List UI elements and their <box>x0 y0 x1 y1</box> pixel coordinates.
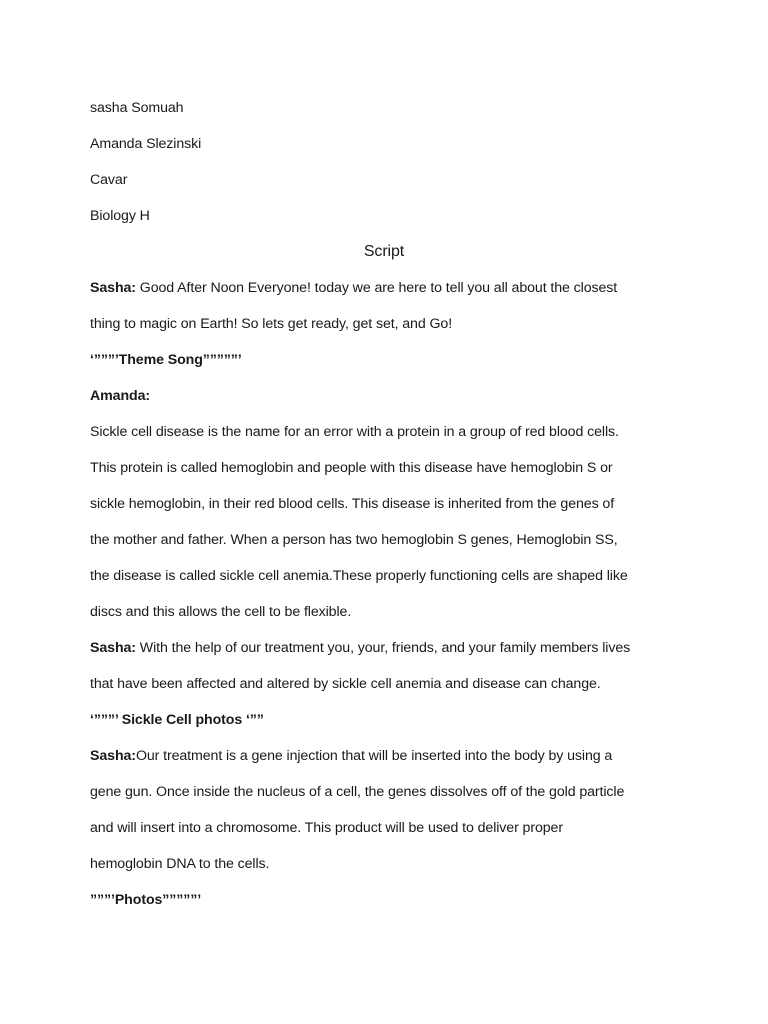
paragraph-1-line-1 <box>90 270 690 306</box>
paragraph-2-line: Sickle cell disease is the name for an error with a protein in a group of red blood cells. <box>90 424 619 440</box>
speaker-label: Sasha: <box>90 748 136 764</box>
paragraph-2-line: the mother and father. When a person has two hemoglobin S genes, Hemoglobin SS, <box>90 532 618 548</box>
document-title: Script <box>363 243 405 260</box>
dialogue-text: Our treatment is a gene injection that will be inserted into the body by using a <box>135 748 613 764</box>
paragraph-4-line: hemoglobin DNA to the cells. <box>90 856 270 872</box>
dialogue-text: With the help of our treatment you, your, friends, and your family members lives <box>135 640 631 656</box>
speaker-label: Sasha: <box>90 280 136 296</box>
stage-cue-sickle-cell-photos: ‘”””’ Sickle Cell photos ‘”” <box>90 712 264 728</box>
paragraph-4-line: and will insert into a chromosome. This product will be used to deliver proper <box>90 820 563 836</box>
paragraph-4-line: gene gun. Once inside the nucleus of a cell, the genes dissolves off of the gold particle <box>90 784 625 800</box>
author-name-1: sasha Somuah <box>90 100 184 116</box>
document-page <box>90 90 690 918</box>
paragraph-3-line-2: that have been affected and altered by sickle cell anemia and disease can change. <box>90 676 601 692</box>
speaker-label: Sasha: <box>90 640 136 656</box>
paragraph-1-line-2: thing to magic on Earth! So lets get ready, get set, and Go! <box>90 316 453 332</box>
teacher-name: Cavar <box>90 172 128 188</box>
course-name: Biology H <box>90 208 150 224</box>
paragraph-3-line-1 <box>90 630 690 666</box>
paragraph-2-line: the disease is called sickle cell anemia.These properly functioning cells are shaped like <box>90 568 628 584</box>
paragraph-4-line-1 <box>90 738 690 774</box>
paragraph-2-line: sickle hemoglobin, in their red blood cells. This disease is inherited from the genes of <box>90 496 615 512</box>
speaker-label-amanda: Amanda: <box>90 388 150 404</box>
stage-cue-theme-song: ‘”””’Theme Song”””””’ <box>90 352 242 368</box>
paragraph-2-line: discs and this allows the cell to be flexible. <box>90 604 352 620</box>
paragraph-2-line: This protein is called hemoglobin and people with this disease have hemoglobin S or <box>90 460 613 476</box>
author-name-2: Amanda Slezinski <box>90 136 202 152</box>
stage-cue-photos: ”””’Photos”””””’ <box>90 892 202 908</box>
dialogue-text: Good After Noon Everyone! today we are here to tell you all about the closest <box>135 280 618 296</box>
